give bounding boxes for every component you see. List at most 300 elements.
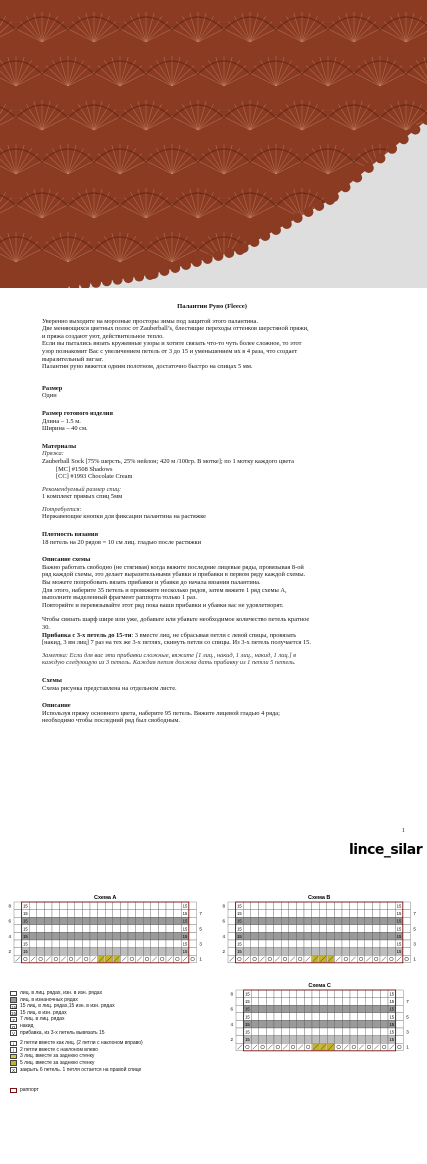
legend-swatch: X — [11, 1068, 15, 1074]
intro-line: узор познакомит Вас с увеличением петель от 3 до 15 и уменьшением их в 4 раза, что создает — [42, 347, 298, 355]
legend-item — [10, 1060, 240, 1067]
chart-cell — [158, 902, 166, 910]
legend-swatch: \ — [10, 1047, 17, 1053]
chart-cell — [75, 917, 83, 925]
chart-cell — [365, 1020, 373, 1028]
chart-cell — [67, 902, 75, 910]
chart-cell — [98, 948, 106, 956]
cell-number: 15 — [182, 918, 188, 924]
chart-cell — [14, 925, 22, 933]
chart-cell — [327, 940, 335, 948]
chart-cell — [373, 1020, 381, 1028]
cell-number: 15 — [23, 926, 28, 932]
chart-cell — [312, 1036, 320, 1044]
edge-point — [325, 195, 335, 205]
chart-cell — [342, 925, 350, 933]
chart-cell — [37, 910, 45, 918]
chart-cell — [312, 932, 320, 940]
chart-cell — [282, 1020, 290, 1028]
chart-cell — [37, 948, 45, 956]
chart-cell — [189, 948, 197, 956]
chart-cell — [105, 932, 113, 940]
chart-cell — [274, 1043, 282, 1051]
row-number: 6 — [222, 918, 225, 924]
chart-cell — [136, 902, 144, 910]
chart-cell — [403, 948, 411, 956]
chart-cell — [357, 910, 365, 918]
chart-cell — [296, 917, 304, 925]
chart-cell — [52, 902, 60, 910]
chart-cell — [67, 910, 75, 918]
chart-cell — [289, 940, 297, 948]
cell-number: 15 — [396, 933, 402, 939]
chart-cell — [266, 932, 274, 940]
edge-point — [314, 201, 324, 211]
chart-cell — [335, 1036, 343, 1044]
chart-cell — [403, 940, 411, 948]
edge-point — [91, 278, 101, 288]
size-value: Один — [42, 392, 57, 400]
chart-cell — [174, 925, 182, 933]
chart-cell — [296, 910, 304, 918]
row-number: 6 — [230, 1006, 233, 1012]
chart-cell — [258, 902, 266, 910]
chart-cell — [136, 917, 144, 925]
chart-cell — [350, 1028, 358, 1036]
note-line: каждую следующую из 3 петель. Каждая петля должна дать прибавку из 1 петли 5 петель. — [42, 659, 296, 667]
chart-cell — [151, 902, 159, 910]
chart-cell — [75, 940, 83, 948]
chart-cell — [342, 1028, 350, 1036]
chart-cell — [403, 925, 411, 933]
chart-cell — [350, 1013, 358, 1021]
chart-cell — [251, 1005, 259, 1013]
chart-cell — [327, 925, 335, 933]
chart-cell — [342, 948, 350, 956]
chart-cell — [365, 1043, 373, 1051]
chart-cell — [373, 1005, 381, 1013]
legend-label: накид — [20, 1022, 34, 1029]
chart-cell — [327, 902, 335, 910]
edge-point — [123, 273, 133, 283]
chart-cell — [396, 1013, 404, 1021]
scheme-desc-line: Повторяйте и перевязывайте этот ряд пока ваши прибавки и убавки вас не удовлетворят. — [42, 601, 284, 609]
gauge-heading: Плотность вязания — [42, 531, 99, 539]
chart-cell — [143, 940, 151, 948]
cell-number: 15 — [245, 991, 250, 997]
chart-cell — [365, 917, 373, 925]
chart-cell — [312, 948, 320, 956]
chart-cell — [304, 998, 312, 1006]
chart-cell — [128, 910, 136, 918]
chart-cell — [120, 910, 128, 918]
chart-cell — [158, 917, 166, 925]
legend-label: закрыть 6 петель. 1 петля остается на правой спице — [20, 1066, 142, 1073]
chart-cell — [52, 940, 60, 948]
chart-cell — [335, 990, 343, 998]
chart-cell — [403, 932, 411, 940]
chart-cell — [128, 955, 136, 963]
chart-cell — [380, 1005, 388, 1013]
chart-cell — [380, 917, 388, 925]
chart-cell — [174, 948, 182, 956]
chart-cell — [372, 925, 380, 933]
chart-cell — [335, 1013, 343, 1021]
chart-cell — [60, 902, 68, 910]
chart-cell — [37, 940, 45, 948]
chart-cell — [52, 917, 60, 925]
cell-number: 15 — [396, 949, 402, 955]
page-title: Палантин Руно (Fleece) — [177, 303, 247, 310]
legend-item — [10, 1016, 240, 1023]
description-line: необходимо чтобы последний ряд был свободным. — [42, 717, 181, 725]
chart-cell — [365, 990, 373, 998]
chart-cell — [258, 925, 266, 933]
chart-cell — [296, 902, 304, 910]
chart-cell — [105, 940, 113, 948]
chart-cell — [365, 932, 373, 940]
edge-point — [113, 275, 123, 285]
chart-cell — [52, 925, 60, 933]
chart-cell — [319, 925, 327, 933]
chart-cell — [75, 910, 83, 918]
cell-number: 15 — [23, 918, 28, 924]
chart-cell — [244, 1043, 252, 1051]
chart-cell — [388, 917, 396, 925]
chart-cell — [282, 1028, 290, 1036]
edge-point — [364, 163, 374, 173]
chart-cell — [327, 1013, 335, 1021]
chart-cell — [143, 932, 151, 940]
chart-cell — [380, 948, 388, 956]
legend-item — [10, 1053, 240, 1060]
scheme-desc-line: выполните выделенный фрагмент раппорта только 1 раз. — [42, 594, 197, 602]
intro-line: выразительный зигзаг. — [42, 355, 104, 363]
finished-size-line: Ширина – 40 см. — [42, 425, 88, 433]
chart-cell — [281, 917, 289, 925]
chart-cell — [403, 955, 411, 963]
chart-cell — [320, 998, 328, 1006]
chart-cell — [228, 925, 236, 933]
chart-cell — [166, 940, 174, 948]
finished-size-heading: Размер готового изделия — [42, 409, 113, 417]
chart-cell — [334, 932, 342, 940]
chart-cell — [327, 917, 335, 925]
cell-number: 15 — [389, 1029, 395, 1035]
chart-cell — [312, 940, 320, 948]
chart-cell — [105, 948, 113, 956]
chart-cell — [304, 1005, 312, 1013]
chart-cell — [75, 925, 83, 933]
chart-a — [8, 895, 202, 963]
chart-cell — [372, 917, 380, 925]
chart-cell — [14, 902, 22, 910]
chart-cell — [365, 1005, 373, 1013]
chart-cell — [297, 990, 305, 998]
chart-cell — [151, 940, 159, 948]
repeat-swatch — [10, 1088, 17, 1094]
chart-cell — [365, 1036, 373, 1044]
cell-number: 15 — [23, 933, 28, 939]
chart-cell — [281, 948, 289, 956]
chart-cell — [281, 925, 289, 933]
chart-cell — [266, 902, 274, 910]
chart-cell — [380, 990, 388, 998]
chart-cell — [151, 917, 159, 925]
row-number: 4 — [230, 1021, 233, 1027]
chart-cell — [274, 990, 282, 998]
chart-cell — [350, 998, 358, 1006]
legend-label: 5 лиц. вместе за заднюю стенку — [20, 1059, 95, 1066]
chart-cell — [90, 940, 98, 948]
chart-cell — [266, 1020, 274, 1028]
chart-cell — [67, 948, 75, 956]
chart-cell — [396, 1028, 404, 1036]
chart-cell — [289, 1036, 297, 1044]
chart-cell — [342, 917, 350, 925]
chart-cell — [319, 902, 327, 910]
chart-cell — [37, 925, 45, 933]
chart-cell — [166, 910, 174, 918]
chart-cell — [266, 917, 274, 925]
chart-cell — [380, 902, 388, 910]
description-line: Используя пряжу основного цвета, наберите 95 петель. Вяжите лицевой гладью 4 ряда; — [42, 709, 280, 717]
cell-number: 15 — [182, 949, 188, 955]
chart-cell — [98, 940, 106, 948]
chart-cell — [266, 1036, 274, 1044]
chart-cell — [158, 925, 166, 933]
chart-cell — [274, 917, 282, 925]
chart-cell — [396, 990, 404, 998]
chart-cell — [350, 902, 358, 910]
chart-cell — [358, 1028, 366, 1036]
chart-cell — [319, 948, 327, 956]
chart-cell — [120, 902, 128, 910]
chart-cell — [29, 917, 37, 925]
legend-label: лиц. в изнаночных рядах — [20, 996, 78, 1003]
chart-cell — [358, 1013, 366, 1021]
chart-cell — [335, 1028, 343, 1036]
chart-cell — [357, 948, 365, 956]
scheme-desc-line: Для этого, наберите 35 петель и провяжите несколько рядов, затем вяжите 1 ряд схемы А, — [42, 586, 287, 594]
chart-cell — [67, 917, 75, 925]
chart-cell — [296, 940, 304, 948]
chart-cell — [334, 917, 342, 925]
legend-item — [10, 1023, 240, 1030]
cell-number: 15 — [237, 933, 242, 939]
row-number: 5 — [406, 1014, 409, 1020]
edge-point — [375, 153, 385, 163]
cell-number: 15 — [182, 933, 188, 939]
chart-cell — [243, 925, 251, 933]
intro-line: Палантин руно вяжется одним полотном, достаточно быстро на спицах 5 мм. — [42, 363, 253, 371]
chart-cell — [289, 1013, 297, 1021]
chart-cell — [158, 955, 166, 963]
chart-cell — [350, 948, 358, 956]
chart-cell — [357, 955, 365, 963]
chart-cell — [251, 1036, 259, 1044]
legend-item — [10, 990, 240, 997]
chart-cell — [228, 932, 236, 940]
chart-cell — [90, 910, 98, 918]
chart-cell — [304, 1043, 312, 1051]
materials-heading: Материалы — [42, 442, 77, 450]
chart-cell — [380, 1036, 388, 1044]
cell-number: 15 — [237, 941, 242, 947]
chart-cell — [128, 948, 136, 956]
yarn-line: [MC] #1508 Shadows — [56, 465, 113, 473]
cell-number: 15 — [245, 1021, 250, 1027]
chart-cell — [358, 1020, 366, 1028]
chart-cell — [189, 932, 197, 940]
chart-cell — [357, 940, 365, 948]
row-number: 6 — [8, 918, 11, 924]
legend-label: 15 лиц. в лиц. рядах,15 изн. в изн. рядах — [20, 1003, 115, 1010]
chart-cell — [296, 948, 304, 956]
chart-cell — [289, 932, 297, 940]
row-number: 1 — [413, 956, 416, 962]
chart-cell — [113, 940, 121, 948]
edge-point — [203, 254, 213, 264]
chart-cell — [342, 902, 350, 910]
wider-line: Чтобы связать шарф шире или уже, добавьте или убавьте необходимое количество петель кратное — [42, 616, 310, 624]
chart-cell — [14, 917, 22, 925]
legend-label: раппорт — [20, 1087, 39, 1094]
chart-cell — [151, 910, 159, 918]
chart-cell — [259, 1028, 267, 1036]
chart-cell — [120, 917, 128, 925]
chart-cell — [44, 940, 52, 948]
chart-cell — [259, 1020, 267, 1028]
row-number: 7 — [413, 911, 416, 917]
cell-number: 15 — [396, 941, 402, 947]
schemes-heading: Схемы — [42, 676, 62, 684]
chart-cell — [274, 902, 282, 910]
chart-cell — [151, 948, 159, 956]
chart-cell — [98, 910, 106, 918]
chart-cell — [312, 925, 320, 933]
chart-cell — [259, 1013, 267, 1021]
row-number: 1 — [199, 956, 202, 962]
chart-cell — [90, 917, 98, 925]
legend-item — [10, 1003, 240, 1010]
cell-number: 15 — [245, 1014, 250, 1020]
chart-cell — [380, 1028, 388, 1036]
chart-cell — [388, 910, 396, 918]
chart-cell — [251, 910, 259, 918]
row-number: 8 — [8, 903, 11, 909]
chart-cell — [251, 932, 259, 940]
chart-cell — [113, 925, 121, 933]
chart-cell — [274, 932, 282, 940]
chart-cell — [327, 910, 335, 918]
chart-cell — [312, 1028, 320, 1036]
chart-cell — [319, 940, 327, 948]
chart-cell — [380, 1013, 388, 1021]
chart-cell — [334, 910, 342, 918]
chart-cell — [128, 932, 136, 940]
chart-cell — [282, 998, 290, 1006]
chart-cell — [296, 925, 304, 933]
chart-cell — [281, 955, 289, 963]
chart-cell — [158, 932, 166, 940]
cell-number: 15 — [389, 1014, 395, 1020]
chart-cell — [67, 940, 75, 948]
chart-cell — [82, 902, 90, 910]
chart-cell — [166, 932, 174, 940]
chart-cell — [82, 955, 90, 963]
chart-cell — [289, 990, 297, 998]
chart-cell — [14, 948, 22, 956]
chart-cell — [304, 925, 312, 933]
chart-cell — [174, 910, 182, 918]
chart-cell — [75, 948, 83, 956]
chart-cell — [357, 917, 365, 925]
chart-cell — [289, 1028, 297, 1036]
chart-cell — [174, 917, 182, 925]
chart-cell — [388, 932, 396, 940]
yarn-line: Zauberball Sock [75% шерсть, 25% нейлон; 420 м /100гр. В мотке]; по 1 мотку каждого цвета — [42, 457, 294, 465]
edge-point — [134, 272, 144, 282]
chart-cell — [304, 902, 312, 910]
chart-cell — [350, 917, 358, 925]
chart-cell — [327, 990, 335, 998]
chart-cell — [105, 902, 113, 910]
cell-number: 15 — [245, 1037, 250, 1043]
legend-item — [10, 1067, 240, 1074]
chart-cell — [373, 1028, 381, 1036]
intro-line: и пряжа создают уют, действительное тепло. — [42, 332, 164, 340]
chart-cell — [297, 1028, 305, 1036]
needles-value: 1 комплект прямых спиц 5мм — [42, 493, 123, 501]
increase-heading: Прибавка с 3-х петель до 15-ти — [42, 631, 132, 639]
chart-cell — [297, 1013, 305, 1021]
chart-cell — [312, 910, 320, 918]
chart-cell — [289, 902, 297, 910]
legend-item — [10, 1010, 240, 1017]
chart-cell — [52, 955, 60, 963]
legend-swatch: V — [11, 1031, 15, 1037]
chart-cell — [259, 1005, 267, 1013]
chart-cell — [128, 917, 136, 925]
chart-cell — [380, 1043, 388, 1051]
chart-cell — [297, 1020, 305, 1028]
chart-cell — [365, 910, 373, 918]
legend-repeat — [10, 1087, 240, 1094]
chart-cell — [259, 998, 267, 1006]
chart-cell — [228, 902, 236, 910]
chart-cell — [372, 932, 380, 940]
chart-cell — [60, 940, 68, 948]
chart-cell — [312, 902, 320, 910]
legend-label: 2 петли вместе с наклоном влево — [20, 1046, 98, 1053]
chart-cell — [289, 948, 297, 956]
chart-cell — [251, 1028, 259, 1036]
chart-cell — [90, 902, 98, 910]
chart-cell — [342, 1005, 350, 1013]
chart-cell — [22, 955, 30, 963]
chart-cell — [189, 910, 197, 918]
chart-cell — [266, 948, 274, 956]
cell-number: 15 — [396, 911, 402, 917]
chart-cell — [120, 932, 128, 940]
chart-cell — [304, 1020, 312, 1028]
row-number: 3 — [413, 941, 416, 947]
chart-cell — [174, 932, 182, 940]
chart-cell — [189, 940, 197, 948]
chart-cell — [37, 917, 45, 925]
chart-cell — [350, 932, 358, 940]
